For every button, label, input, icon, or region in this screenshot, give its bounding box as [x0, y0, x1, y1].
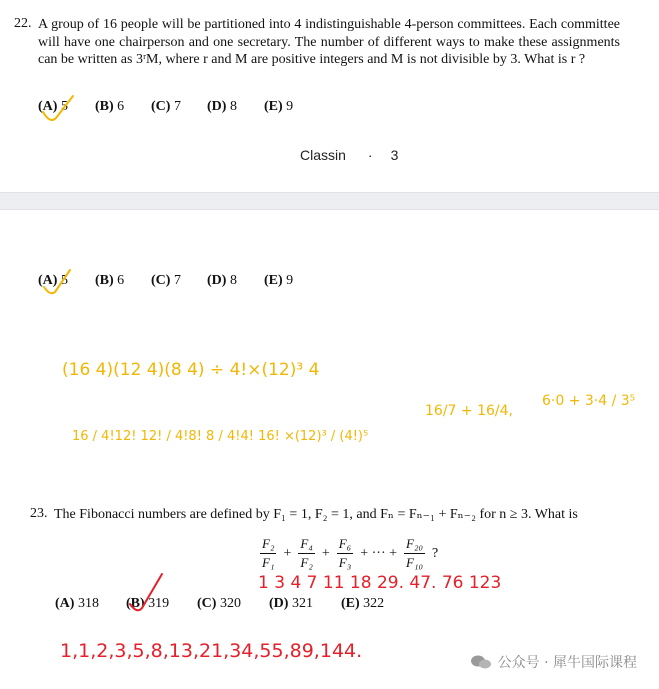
choice-c[interactable]: (C) 7 [151, 273, 181, 288]
page-divider [0, 192, 659, 210]
page-footer [300, 147, 398, 163]
handwritten-ratios: 1 3 4 7 11 18 29. 47. 76 123 [258, 573, 502, 593]
fraction-3: $\frac{\text{F₆}}{\text{F₃}}$ [338, 536, 352, 570]
choice-b[interactable]: (B) 319 [126, 596, 170, 611]
handwritten-binomials: (16 4)(12 4)(8 4) ÷ 4!×(12)³ 4 [62, 360, 320, 380]
choice-d[interactable]: (D) 8 [207, 99, 237, 114]
choice-d[interactable]: (D) 321 [269, 596, 313, 611]
fraction-4: $\frac{\text{F₂₀}}{\text{F₁₀}}$ [406, 536, 423, 570]
choice-c[interactable]: (C) 7 [151, 99, 181, 114]
fraction-1: $\frac{\text{F₂}}{\text{F₁}}$ [262, 536, 275, 570]
problem-23-text: The Fibonacci numbers are defined by F₁ = 1, F₂ = 1, and Fₙ = Fₙ₋₁ + Fₙ₋₂ for n ≥ 3. What is [54, 507, 578, 522]
choice-a[interactable]: (A) 5 [38, 273, 68, 288]
choice-e[interactable]: (E) 9 [264, 99, 294, 114]
problem-22-choices-repeat [38, 273, 293, 289]
problem-23-choices [55, 596, 384, 612]
watermark [470, 652, 637, 672]
fibonacci-sum: $\frac{\text{F₂}}{\text{F₁}}$ + $\frac{\text{F₄}}{\text{F₂}}$ + $\frac{\text{F₆}}{\text{F₃}}$ + ··· + $\frac{\text{F₂₀}}{\text{F₁₀}}$ ? [262, 536, 439, 570]
page-number: 3 [390, 147, 399, 163]
handwritten-factorials: 16 / 4!12! 12! / 4!8! 8 / 4!4! 16! ×(12)³ / (4!)⁵ [72, 429, 369, 444]
handwritten-side-1: 16/7 + 16/4, [425, 403, 513, 419]
choice-b[interactable]: (B) 6 [95, 99, 125, 114]
problem-22-number: 22. [14, 16, 32, 31]
problem-23-number: 23. [30, 506, 48, 521]
handwritten-side-2: 6·0 + 3·4 / 3⁵ [542, 393, 636, 409]
choice-a[interactable]: (A) 5 [38, 99, 68, 114]
fraction-2: $\frac{\text{F₄}}{\text{F₂}}$ [300, 536, 313, 570]
choice-b[interactable]: (B) 6 [95, 273, 125, 288]
watermark-label: 公众号 · 犀牛国际课程 [497, 655, 637, 671]
question-mark: ? [431, 545, 439, 561]
exam-page-top [0, 0, 659, 190]
choice-c[interactable]: (C) 320 [197, 596, 241, 611]
ellipsis: + ··· + [360, 545, 397, 561]
handwritten-fibonacci: 1,1,2,3,5,8,13,21,34,55,89,144. [60, 640, 363, 662]
footer-separator: · [367, 147, 373, 163]
wechat-icon [470, 654, 492, 670]
problem-22-choices [38, 99, 293, 115]
choice-e[interactable]: (E) 322 [341, 596, 385, 611]
app-name: Classin [300, 147, 346, 163]
choice-a[interactable]: (A) 318 [55, 596, 99, 611]
problem-23 [30, 506, 578, 522]
problem-22-text: A group of 16 people will be partitioned into 4 indistinguishable 4-person committees. Each committee will have one chairperson and one secretary. The number of different ways to make these assignments can be written as 3ʳM, where r and M are positive integers and M is not divisible by 3. What is r ? [38, 17, 620, 67]
choice-d[interactable]: (D) 8 [207, 273, 237, 288]
choice-e[interactable]: (E) 9 [264, 273, 294, 288]
